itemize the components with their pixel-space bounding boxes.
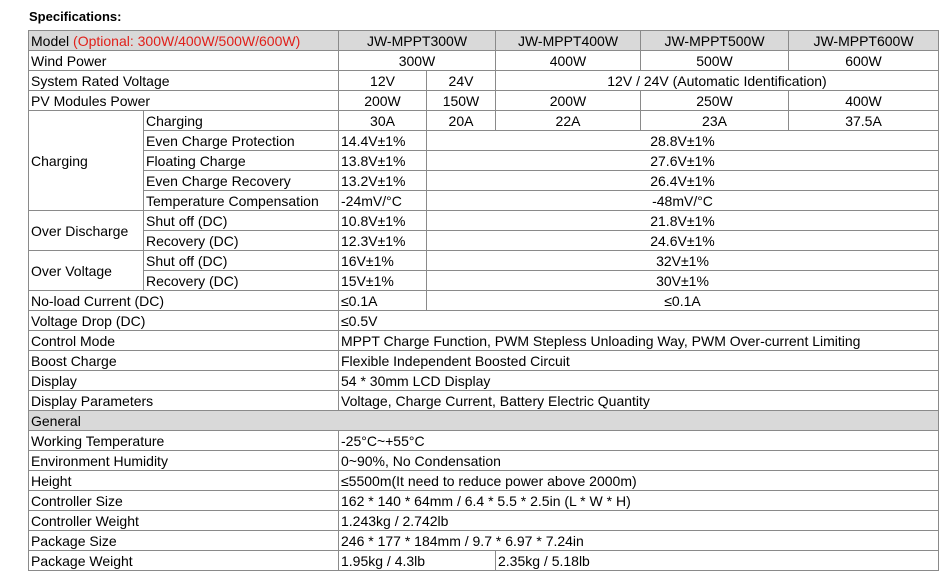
row-label: Charging [144, 111, 339, 131]
table-cell: 400W [496, 51, 641, 71]
group-label-over-discharge: Over Discharge [29, 211, 144, 251]
table-row [29, 231, 939, 251]
table-cell: 150W [427, 91, 496, 111]
table-row [29, 551, 939, 571]
table-cell: 12V [339, 71, 427, 91]
table-row [29, 151, 939, 171]
row-label: Voltage Drop (DC) [29, 311, 339, 331]
table-row [29, 271, 939, 291]
model-label: Model [31, 32, 74, 49]
row-label: Controller Weight [29, 511, 339, 531]
row-label: Controller Size [29, 491, 339, 511]
table-row [29, 91, 939, 111]
table-cell: 600W [789, 51, 939, 71]
row-label: Working Temperature [29, 431, 339, 451]
model-400w: JW-MPPT400W [496, 31, 641, 51]
row-label: Boost Charge [29, 351, 339, 371]
section-header-general [29, 411, 939, 431]
table-cell: 15V±1% [339, 271, 427, 291]
table-row [29, 251, 939, 271]
table-cell: 16V±1% [339, 251, 427, 271]
table-row [29, 311, 939, 331]
table-cell: 23A [641, 111, 789, 131]
table-cell: 2.35kg / 5.18lb [496, 551, 939, 571]
model-header-cell [29, 31, 339, 51]
table-cell: 14.4V±1% [339, 131, 427, 151]
row-label: No-load Current (DC) [29, 291, 339, 311]
table-cell: 54 * 30mm LCD Display [339, 371, 939, 391]
table-cell: 200W [496, 91, 641, 111]
table-cell: 22A [496, 111, 641, 131]
model-optional-label: (Optional: 300W/400W/500W/600W) [73, 32, 301, 49]
table-cell: 1.95kg / 4.3lb [339, 551, 496, 571]
table-cell: ≤0.5V [339, 311, 939, 331]
row-label: Even Charge Recovery [144, 171, 339, 191]
table-row [29, 351, 939, 371]
table-cell: ≤0.1A [339, 291, 427, 311]
table-cell: MPPT Charge Function, PWM Stepless Unloading Way, PWM Over-current Limiting [339, 331, 939, 351]
table-row [29, 491, 939, 511]
row-label: Even Charge Protection [144, 131, 339, 151]
table-row [29, 511, 939, 531]
table-cell: 30V±1% [427, 271, 939, 291]
row-label: Control Mode [29, 331, 339, 351]
row-label: Floating Charge [144, 151, 339, 171]
table-cell: 28.8V±1% [427, 131, 939, 151]
table-cell: 300W [339, 51, 496, 71]
table-row [29, 291, 939, 311]
table-row [29, 171, 939, 191]
table-row [29, 531, 939, 551]
table-cell: 500W [641, 51, 789, 71]
table-cell: 24.6V±1% [427, 231, 939, 251]
table-cell: ≤5500m(It need to reduce power above 2000m) [339, 471, 939, 491]
table-row [29, 451, 939, 471]
row-label: Temperature Compensation [144, 191, 339, 211]
table-cell: ≤0.1A [427, 291, 939, 311]
table-cell: 400W [789, 91, 939, 111]
table-cell: Flexible Independent Boosted Circuit [339, 351, 939, 371]
table-cell: 0~90%, No Condensation [339, 451, 939, 471]
table-row [29, 391, 939, 411]
table-cell: 27.6V±1% [427, 151, 939, 171]
table-header-row [29, 31, 939, 51]
row-label: System Rated Voltage [29, 71, 339, 91]
table-cell: 20A [427, 111, 496, 131]
specifications-table [28, 30, 939, 571]
row-label: Height [29, 471, 339, 491]
section-label: General [29, 411, 939, 431]
table-cell: 13.2V±1% [339, 171, 427, 191]
table-cell: 12V / 24V (Automatic Identification) [496, 71, 939, 91]
table-cell: 250W [641, 91, 789, 111]
table-cell: -48mV/°C [427, 191, 939, 211]
table-cell: 1.243kg / 2.742lb [339, 511, 939, 531]
table-cell: 30A [339, 111, 427, 131]
model-600w: JW-MPPT600W [789, 31, 939, 51]
table-cell: 37.5A [789, 111, 939, 131]
table-row [29, 371, 939, 391]
table-cell: 13.8V±1% [339, 151, 427, 171]
table-cell: 162 * 140 * 64mm / 6.4 * 5.5 * 2.5in (L * W * H) [339, 491, 939, 511]
row-label: Shut off (DC) [144, 251, 339, 271]
table-row [29, 211, 939, 231]
table-cell: 26.4V±1% [427, 171, 939, 191]
table-cell: 200W [339, 91, 427, 111]
model-300w: JW-MPPT300W [339, 31, 496, 51]
table-row [29, 131, 939, 151]
table-cell: 21.8V±1% [427, 211, 939, 231]
table-cell: -25°C~+55°C [339, 431, 939, 451]
row-label: Environment Humidity [29, 451, 339, 471]
group-label-charging: Charging [29, 111, 144, 211]
table-cell: 32V±1% [427, 251, 939, 271]
table-row [29, 431, 939, 451]
group-label-over-voltage: Over Voltage [29, 251, 144, 291]
table-cell: 246 * 177 * 184mm / 9.7 * 6.97 * 7.24in [339, 531, 939, 551]
table-cell: Voltage, Charge Current, Battery Electric Quantity [339, 391, 939, 411]
table-cell: 24V [427, 71, 496, 91]
row-label: Recovery (DC) [144, 231, 339, 251]
page-title: Specifications: [29, 9, 122, 24]
table-cell: 10.8V±1% [339, 211, 427, 231]
table-row [29, 331, 939, 351]
table-cell: -24mV/°C [339, 191, 427, 211]
table-row [29, 111, 939, 131]
table-row [29, 71, 939, 91]
table-row [29, 51, 939, 71]
model-500w: JW-MPPT500W [641, 31, 789, 51]
table-cell: 12.3V±1% [339, 231, 427, 251]
row-label: Recovery (DC) [144, 271, 339, 291]
row-label: Package Size [29, 531, 339, 551]
row-label: Display [29, 371, 339, 391]
table-row [29, 191, 939, 211]
row-label: Wind Power [29, 51, 339, 71]
row-label: Shut off (DC) [144, 211, 339, 231]
row-label: Package Weight [29, 551, 339, 571]
table-row [29, 471, 939, 491]
row-label: Display Parameters [29, 391, 339, 411]
row-label: PV Modules Power [29, 91, 339, 111]
